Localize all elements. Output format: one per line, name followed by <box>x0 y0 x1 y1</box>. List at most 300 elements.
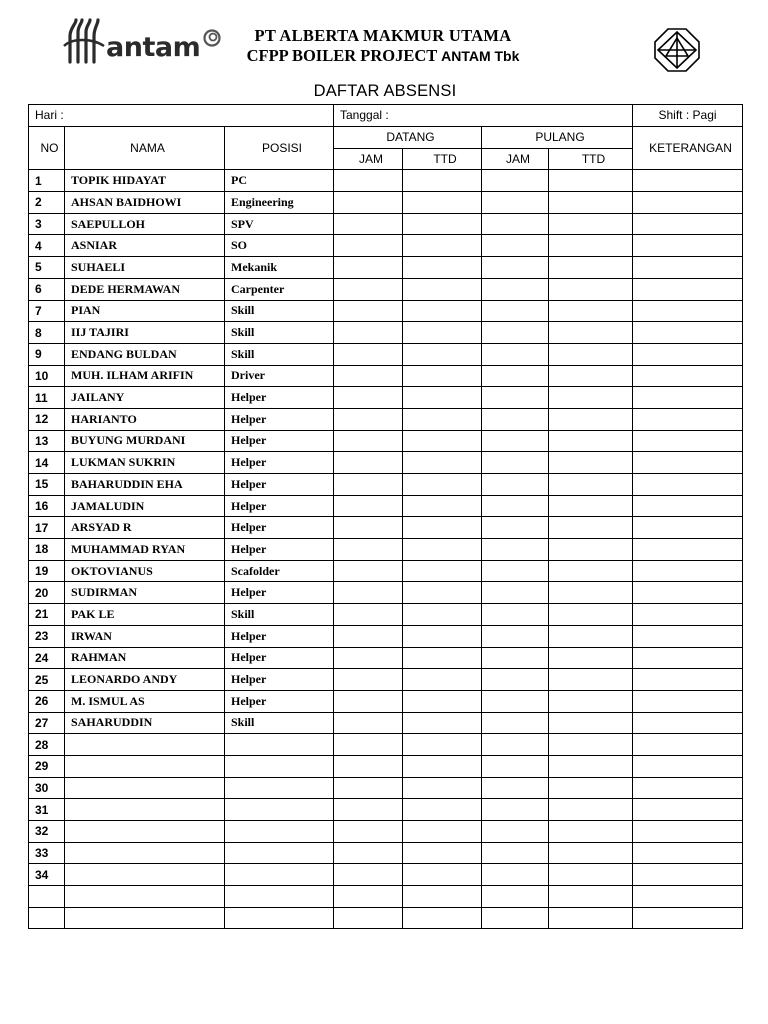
row-datang-ttd[interactable] <box>403 799 482 821</box>
row-posisi: Helper <box>225 474 334 496</box>
row-pulang-jam[interactable] <box>482 539 549 561</box>
table-row <box>29 452 743 474</box>
row-keterangan[interactable] <box>633 192 743 214</box>
table-row <box>29 213 743 235</box>
row-datang-ttd[interactable] <box>403 907 482 929</box>
row-datang-ttd[interactable] <box>403 408 482 430</box>
row-datang-jam[interactable] <box>334 907 403 929</box>
row-datang-jam[interactable] <box>334 517 403 539</box>
row-datang-ttd[interactable] <box>403 452 482 474</box>
table-row <box>29 886 743 908</box>
row-keterangan[interactable] <box>633 842 743 864</box>
row-keterangan[interactable] <box>633 864 743 886</box>
table-row <box>29 799 743 821</box>
row-nama: M. ISMUL AS <box>65 690 225 712</box>
table-row <box>29 864 743 886</box>
row-pulang-jam[interactable] <box>482 864 549 886</box>
row-posisi: Skill <box>225 300 334 322</box>
table-row <box>29 539 743 561</box>
row-datang-jam[interactable] <box>334 387 403 409</box>
row-no: 15 <box>29 474 65 496</box>
row-datang-ttd[interactable] <box>403 604 482 626</box>
row-pulang-ttd[interactable] <box>549 907 633 929</box>
row-pulang-jam[interactable] <box>482 213 549 235</box>
row-posisi <box>225 755 334 777</box>
row-datang-ttd[interactable] <box>403 474 482 496</box>
antam-swirl-icon <box>202 28 222 48</box>
row-pulang-jam[interactable] <box>482 300 549 322</box>
row-datang-ttd[interactable] <box>403 669 482 691</box>
table-row <box>29 192 743 214</box>
row-keterangan[interactable] <box>633 235 743 257</box>
row-no: 6 <box>29 278 65 300</box>
row-datang-ttd[interactable] <box>403 755 482 777</box>
row-no: 4 <box>29 235 65 257</box>
row-nama <box>65 734 225 756</box>
row-datang-jam[interactable] <box>334 625 403 647</box>
row-pulang-jam[interactable] <box>482 452 549 474</box>
antam-emblem-icon <box>62 18 106 64</box>
table-row <box>29 300 743 322</box>
row-no: 29 <box>29 755 65 777</box>
row-datang-ttd[interactable] <box>403 842 482 864</box>
row-datang-jam[interactable] <box>334 235 403 257</box>
row-keterangan[interactable] <box>633 799 743 821</box>
project-name-serif: CFPP BOILER PROJECT <box>246 46 442 65</box>
row-datang-jam[interactable] <box>334 755 403 777</box>
row-datang-ttd[interactable] <box>403 213 482 235</box>
col-pulang-jam-header: JAM <box>482 148 549 170</box>
row-pulang-ttd[interactable] <box>549 257 633 279</box>
row-keterangan[interactable] <box>633 430 743 452</box>
row-nama: SAHARUDDIN <box>65 712 225 734</box>
row-posisi: Skill <box>225 712 334 734</box>
row-pulang-jam[interactable] <box>482 322 549 344</box>
row-keterangan[interactable] <box>633 213 743 235</box>
row-pulang-ttd[interactable] <box>549 408 633 430</box>
row-datang-ttd[interactable] <box>403 821 482 843</box>
row-pulang-jam[interactable] <box>482 886 549 908</box>
row-pulang-jam[interactable] <box>482 690 549 712</box>
row-keterangan[interactable] <box>633 907 743 929</box>
row-posisi: Helper <box>225 539 334 561</box>
row-nama: LUKMAN SUKRIN <box>65 452 225 474</box>
row-keterangan[interactable] <box>633 625 743 647</box>
row-datang-jam[interactable] <box>334 886 403 908</box>
row-datang-jam[interactable] <box>334 343 403 365</box>
row-keterangan[interactable] <box>633 560 743 582</box>
row-keterangan[interactable] <box>633 474 743 496</box>
row-posisi: Helper <box>225 495 334 517</box>
project-name <box>228 46 538 66</box>
row-pulang-ttd[interactable] <box>549 690 633 712</box>
row-keterangan[interactable] <box>633 755 743 777</box>
row-datang-ttd[interactable] <box>403 712 482 734</box>
row-posisi: Helper <box>225 647 334 669</box>
row-nama <box>65 886 225 908</box>
row-datang-jam[interactable] <box>334 452 403 474</box>
tanggal-field[interactable]: Tanggal : <box>334 105 633 127</box>
row-pulang-ttd[interactable] <box>549 821 633 843</box>
info-row <box>29 105 743 127</box>
row-datang-ttd[interactable] <box>403 625 482 647</box>
row-datang-jam[interactable] <box>334 192 403 214</box>
col-no-header: NO <box>29 126 65 170</box>
row-pulang-jam[interactable] <box>482 734 549 756</box>
row-pulang-ttd[interactable] <box>549 495 633 517</box>
row-pulang-ttd[interactable] <box>549 755 633 777</box>
row-nama: IIJ TAJIRI <box>65 322 225 344</box>
row-datang-ttd[interactable] <box>403 647 482 669</box>
row-pulang-jam[interactable] <box>482 192 549 214</box>
row-nama: PIAN <box>65 300 225 322</box>
row-datang-jam[interactable] <box>334 365 403 387</box>
row-nama <box>65 842 225 864</box>
row-posisi <box>225 842 334 864</box>
row-pulang-jam[interactable] <box>482 560 549 582</box>
row-datang-jam[interactable] <box>334 495 403 517</box>
row-keterangan[interactable] <box>633 322 743 344</box>
table-row <box>29 235 743 257</box>
antam-logo <box>62 18 227 68</box>
row-keterangan[interactable] <box>633 690 743 712</box>
row-keterangan[interactable] <box>633 452 743 474</box>
row-posisi: Helper <box>225 430 334 452</box>
table-row <box>29 625 743 647</box>
row-datang-jam[interactable] <box>334 278 403 300</box>
row-datang-ttd[interactable] <box>403 539 482 561</box>
row-keterangan[interactable] <box>633 604 743 626</box>
row-pulang-ttd[interactable] <box>549 799 633 821</box>
row-datang-ttd[interactable] <box>403 582 482 604</box>
row-pulang-ttd[interactable] <box>549 560 633 582</box>
row-pulang-ttd[interactable] <box>549 235 633 257</box>
table-row <box>29 430 743 452</box>
row-datang-ttd[interactable] <box>403 886 482 908</box>
row-datang-ttd[interactable] <box>403 257 482 279</box>
row-keterangan[interactable] <box>633 387 743 409</box>
row-nama: PAK LE <box>65 604 225 626</box>
row-pulang-ttd[interactable] <box>549 452 633 474</box>
row-pulang-ttd[interactable] <box>549 192 633 214</box>
row-nama: ENDANG BULDAN <box>65 343 225 365</box>
row-pulang-ttd[interactable] <box>549 213 633 235</box>
row-pulang-ttd[interactable] <box>549 539 633 561</box>
row-keterangan[interactable] <box>633 517 743 539</box>
col-datang-ttd-header: TTD <box>403 148 482 170</box>
row-pulang-ttd[interactable] <box>549 864 633 886</box>
row-nama: OKTOVIANUS <box>65 560 225 582</box>
row-datang-jam[interactable] <box>334 712 403 734</box>
row-datang-jam[interactable] <box>334 430 403 452</box>
row-datang-jam[interactable] <box>334 799 403 821</box>
row-pulang-ttd[interactable] <box>549 430 633 452</box>
row-nama: ASNIAR <box>65 235 225 257</box>
row-pulang-ttd[interactable] <box>549 886 633 908</box>
row-pulang-ttd[interactable] <box>549 712 633 734</box>
row-nama: RAHMAN <box>65 647 225 669</box>
row-no: 18 <box>29 539 65 561</box>
row-keterangan[interactable] <box>633 647 743 669</box>
row-posisi: SO <box>225 235 334 257</box>
row-nama: BUYUNG MURDANI <box>65 430 225 452</box>
row-pulang-ttd[interactable] <box>549 278 633 300</box>
row-keterangan[interactable] <box>633 734 743 756</box>
page-title: DAFTAR ABSENSI <box>313 82 457 100</box>
row-datang-jam[interactable] <box>334 777 403 799</box>
row-pulang-ttd[interactable] <box>549 343 633 365</box>
row-datang-ttd[interactable] <box>403 343 482 365</box>
row-datang-jam[interactable] <box>334 322 403 344</box>
row-datang-jam[interactable] <box>334 408 403 430</box>
company-emblem <box>652 26 702 74</box>
row-keterangan[interactable] <box>633 821 743 843</box>
row-pulang-jam[interactable] <box>482 907 549 929</box>
row-keterangan[interactable] <box>633 539 743 561</box>
row-pulang-ttd[interactable] <box>549 322 633 344</box>
row-pulang-jam[interactable] <box>482 278 549 300</box>
row-pulang-ttd[interactable] <box>549 842 633 864</box>
row-pulang-jam[interactable] <box>482 170 549 192</box>
col-nama-header: NAMA <box>65 126 225 170</box>
row-nama: ARSYAD R <box>65 517 225 539</box>
row-posisi <box>225 864 334 886</box>
row-no <box>29 886 65 908</box>
row-pulang-ttd[interactable] <box>549 604 633 626</box>
row-datang-jam[interactable] <box>334 582 403 604</box>
row-no: 12 <box>29 408 65 430</box>
row-pulang-jam[interactable] <box>482 604 549 626</box>
row-pulang-jam[interactable] <box>482 365 549 387</box>
row-keterangan[interactable] <box>633 170 743 192</box>
row-datang-jam[interactable] <box>334 647 403 669</box>
row-no: 24 <box>29 647 65 669</box>
row-keterangan[interactable] <box>633 777 743 799</box>
row-datang-jam[interactable] <box>334 257 403 279</box>
table-row <box>29 690 743 712</box>
row-datang-ttd[interactable] <box>403 430 482 452</box>
row-datang-ttd[interactable] <box>403 864 482 886</box>
row-pulang-ttd[interactable] <box>549 517 633 539</box>
table-row <box>29 170 743 192</box>
col-posisi-header: POSISI <box>225 126 334 170</box>
row-no: 1 <box>29 170 65 192</box>
row-posisi <box>225 886 334 908</box>
row-datang-jam[interactable] <box>334 170 403 192</box>
row-no: 32 <box>29 821 65 843</box>
row-pulang-jam[interactable] <box>482 625 549 647</box>
table-row <box>29 278 743 300</box>
row-datang-ttd[interactable] <box>403 777 482 799</box>
table-row <box>29 734 743 756</box>
row-posisi: Helper <box>225 408 334 430</box>
row-no: 20 <box>29 582 65 604</box>
row-pulang-ttd[interactable] <box>549 734 633 756</box>
row-datang-ttd[interactable] <box>403 690 482 712</box>
row-keterangan[interactable] <box>633 365 743 387</box>
row-datang-ttd[interactable] <box>403 560 482 582</box>
row-no: 8 <box>29 322 65 344</box>
row-nama: BAHARUDDIN EHA <box>65 474 225 496</box>
row-no: 31 <box>29 799 65 821</box>
row-posisi: SPV <box>225 213 334 235</box>
row-datang-jam[interactable] <box>334 560 403 582</box>
row-pulang-jam[interactable] <box>482 647 549 669</box>
row-datang-ttd[interactable] <box>403 322 482 344</box>
row-keterangan[interactable] <box>633 343 743 365</box>
row-datang-jam[interactable] <box>334 864 403 886</box>
table-row <box>29 604 743 626</box>
row-no: 27 <box>29 712 65 734</box>
row-posisi: Helper <box>225 452 334 474</box>
row-nama <box>65 864 225 886</box>
row-datang-ttd[interactable] <box>403 387 482 409</box>
row-datang-ttd[interactable] <box>403 235 482 257</box>
row-posisi: Helper <box>225 517 334 539</box>
row-datang-ttd[interactable] <box>403 192 482 214</box>
row-no: 2 <box>29 192 65 214</box>
row-posisi: Carpenter <box>225 278 334 300</box>
row-no: 3 <box>29 213 65 235</box>
table-row <box>29 495 743 517</box>
row-pulang-ttd[interactable] <box>549 300 633 322</box>
row-pulang-jam[interactable] <box>482 755 549 777</box>
row-pulang-jam[interactable] <box>482 517 549 539</box>
row-nama: DEDE HERMAWAN <box>65 278 225 300</box>
row-pulang-jam[interactable] <box>482 257 549 279</box>
row-pulang-ttd[interactable] <box>549 474 633 496</box>
row-keterangan[interactable] <box>633 408 743 430</box>
row-pulang-ttd[interactable] <box>549 777 633 799</box>
row-datang-jam[interactable] <box>334 734 403 756</box>
row-pulang-ttd[interactable] <box>549 669 633 691</box>
row-posisi: PC <box>225 170 334 192</box>
col-datang-jam-header: JAM <box>334 148 403 170</box>
row-no: 21 <box>29 604 65 626</box>
row-no <box>29 907 65 929</box>
row-no: 16 <box>29 495 65 517</box>
row-keterangan[interactable] <box>633 712 743 734</box>
row-pulang-ttd[interactable] <box>549 387 633 409</box>
row-datang-jam[interactable] <box>334 474 403 496</box>
hari-field[interactable]: Hari : <box>29 105 334 127</box>
row-datang-jam[interactable] <box>334 690 403 712</box>
row-keterangan[interactable] <box>633 300 743 322</box>
attendance-table <box>28 104 743 929</box>
table-row <box>29 907 743 929</box>
row-pulang-ttd[interactable] <box>549 170 633 192</box>
row-no: 10 <box>29 365 65 387</box>
row-nama: JAMALUDIN <box>65 495 225 517</box>
table-row <box>29 821 743 843</box>
row-nama: HARIANTO <box>65 408 225 430</box>
row-pulang-jam[interactable] <box>482 821 549 843</box>
row-keterangan[interactable] <box>633 495 743 517</box>
row-posisi: Scafolder <box>225 560 334 582</box>
row-datang-jam[interactable] <box>334 539 403 561</box>
row-no: 14 <box>29 452 65 474</box>
row-datang-ttd[interactable] <box>403 278 482 300</box>
row-no: 7 <box>29 300 65 322</box>
row-datang-ttd[interactable] <box>403 734 482 756</box>
table-row <box>29 647 743 669</box>
row-posisi: Helper <box>225 690 334 712</box>
row-keterangan[interactable] <box>633 257 743 279</box>
row-pulang-jam[interactable] <box>482 235 549 257</box>
row-datang-jam[interactable] <box>334 300 403 322</box>
row-datang-ttd[interactable] <box>403 300 482 322</box>
row-pulang-ttd[interactable] <box>549 365 633 387</box>
row-no: 13 <box>29 430 65 452</box>
col-pulang-ttd-header: TTD <box>549 148 633 170</box>
row-posisi: Mekanik <box>225 257 334 279</box>
row-nama <box>65 821 225 843</box>
table-row <box>29 712 743 734</box>
table-row <box>29 474 743 496</box>
row-datang-jam[interactable] <box>334 669 403 691</box>
row-pulang-jam[interactable] <box>482 842 549 864</box>
row-datang-ttd[interactable] <box>403 495 482 517</box>
row-no: 33 <box>29 842 65 864</box>
row-no: 23 <box>29 625 65 647</box>
row-datang-jam[interactable] <box>334 821 403 843</box>
row-datang-jam[interactable] <box>334 213 403 235</box>
row-pulang-ttd[interactable] <box>549 647 633 669</box>
row-no: 9 <box>29 343 65 365</box>
shift-field: Shift : Pagi <box>633 105 743 127</box>
row-pulang-jam[interactable] <box>482 495 549 517</box>
row-no: 26 <box>29 690 65 712</box>
row-posisi: Skill <box>225 322 334 344</box>
row-pulang-jam[interactable] <box>482 582 549 604</box>
row-datang-jam[interactable] <box>334 842 403 864</box>
row-pulang-jam[interactable] <box>482 343 549 365</box>
row-datang-ttd[interactable] <box>403 365 482 387</box>
row-keterangan[interactable] <box>633 278 743 300</box>
row-posisi: Helper <box>225 669 334 691</box>
row-pulang-jam[interactable] <box>482 712 549 734</box>
row-pulang-jam[interactable] <box>482 777 549 799</box>
company-header <box>228 26 538 66</box>
row-pulang-ttd[interactable] <box>549 582 633 604</box>
row-nama <box>65 907 225 929</box>
row-pulang-jam[interactable] <box>482 387 549 409</box>
row-pulang-jam[interactable] <box>482 669 549 691</box>
row-pulang-ttd[interactable] <box>549 625 633 647</box>
col-datang-header: DATANG <box>334 126 482 148</box>
row-pulang-jam[interactable] <box>482 799 549 821</box>
project-name-sans: ANTAM Tbk <box>441 48 520 64</box>
row-pulang-jam[interactable] <box>482 408 549 430</box>
table-row <box>29 777 743 799</box>
row-posisi: Engineering <box>225 192 334 214</box>
octagon-emblem-icon <box>652 26 702 74</box>
row-no: 28 <box>29 734 65 756</box>
row-datang-ttd[interactable] <box>403 170 482 192</box>
row-nama: TOPIK HIDAYAT <box>65 170 225 192</box>
table-row <box>29 582 743 604</box>
row-pulang-jam[interactable] <box>482 474 549 496</box>
row-pulang-jam[interactable] <box>482 430 549 452</box>
row-datang-jam[interactable] <box>334 604 403 626</box>
row-keterangan[interactable] <box>633 582 743 604</box>
row-posisi: Skill <box>225 343 334 365</box>
row-datang-ttd[interactable] <box>403 517 482 539</box>
row-posisi <box>225 734 334 756</box>
row-keterangan[interactable] <box>633 669 743 691</box>
row-keterangan[interactable] <box>633 886 743 908</box>
row-nama <box>65 755 225 777</box>
